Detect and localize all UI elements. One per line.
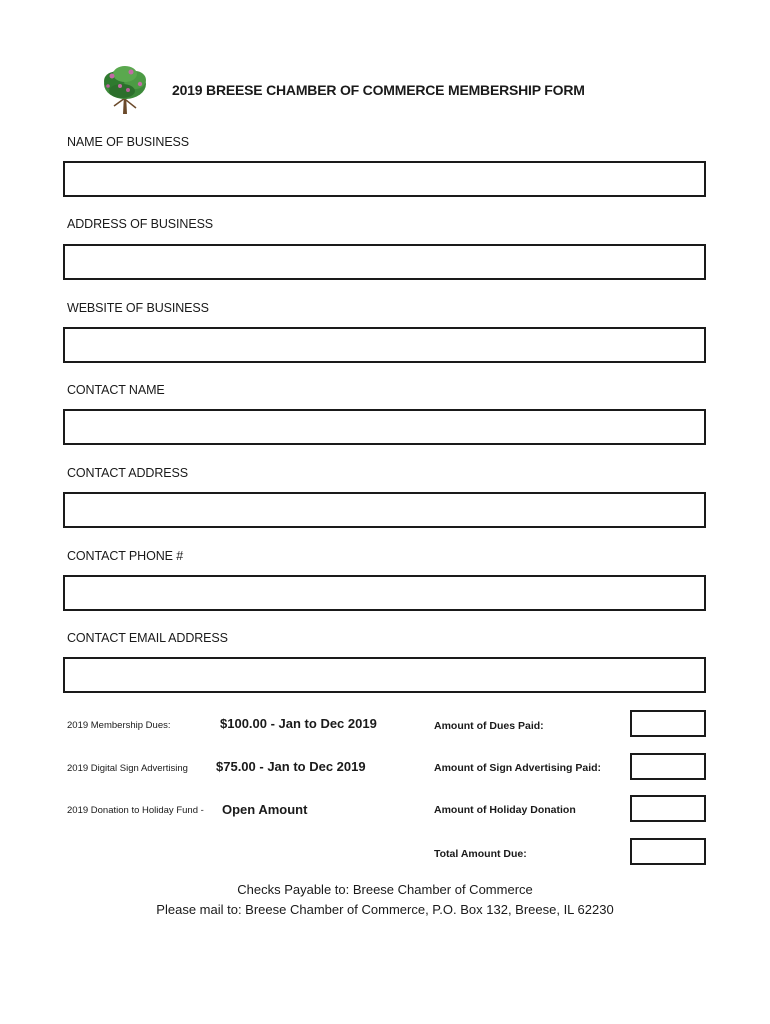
holiday-donation-price: Open Amount bbox=[222, 802, 308, 817]
contact-phone-field[interactable] bbox=[63, 575, 706, 611]
sign-advertising-price: $75.00 - Jan to Dec 2019 bbox=[216, 759, 366, 774]
contact-address-field[interactable] bbox=[63, 492, 706, 528]
total-due-label: Total Amount Due: bbox=[434, 848, 527, 860]
checks-payable-text: Checks Payable to: Breese Chamber of Commerce bbox=[237, 882, 533, 897]
page-title: 2019 BREESE CHAMBER OF COMMERCE MEMBERSHIP FORM bbox=[172, 82, 585, 98]
membership-dues-label: 2019 Membership Dues: bbox=[67, 720, 171, 731]
holiday-donation-amount-label: Amount of Holiday Donation bbox=[434, 804, 576, 816]
contact-email-field[interactable] bbox=[63, 657, 706, 693]
dues-paid-field[interactable] bbox=[630, 710, 706, 737]
membership-dues-price: $100.00 - Jan to Dec 2019 bbox=[220, 716, 377, 731]
business-name-label: NAME OF BUSINESS bbox=[67, 135, 190, 149]
contact-email-label: CONTACT EMAIL ADDRESS bbox=[67, 631, 228, 645]
business-address-field[interactable] bbox=[63, 244, 706, 280]
contact-name-field[interactable] bbox=[63, 409, 706, 445]
tree-logo-icon bbox=[100, 64, 150, 116]
business-website-label: WEBSITE OF BUSINESS bbox=[67, 301, 209, 315]
business-address-label: ADDRESS OF BUSINESS bbox=[67, 217, 214, 231]
business-name-field[interactable] bbox=[63, 161, 706, 197]
holiday-donation-amount-field[interactable] bbox=[630, 795, 706, 822]
holiday-donation-label: 2019 Donation to Holiday Fund - bbox=[67, 805, 204, 816]
business-website-field[interactable] bbox=[63, 327, 706, 363]
dues-paid-label: Amount of Dues Paid: bbox=[434, 720, 544, 732]
contact-phone-label: CONTACT PHONE # bbox=[67, 549, 184, 563]
contact-address-label: CONTACT ADDRESS bbox=[67, 466, 188, 480]
total-due-field[interactable] bbox=[630, 838, 706, 865]
sign-advertising-paid-field[interactable] bbox=[630, 753, 706, 780]
sign-advertising-label: 2019 Digital Sign Advertising bbox=[67, 763, 188, 774]
mailing-address-text: Please mail to: Breese Chamber of Commerce, P.O. Box 132, Breese, IL 62230 bbox=[156, 902, 614, 917]
sign-advertising-paid-label: Amount of Sign Advertising Paid: bbox=[434, 762, 602, 774]
contact-name-label: CONTACT NAME bbox=[67, 383, 165, 397]
